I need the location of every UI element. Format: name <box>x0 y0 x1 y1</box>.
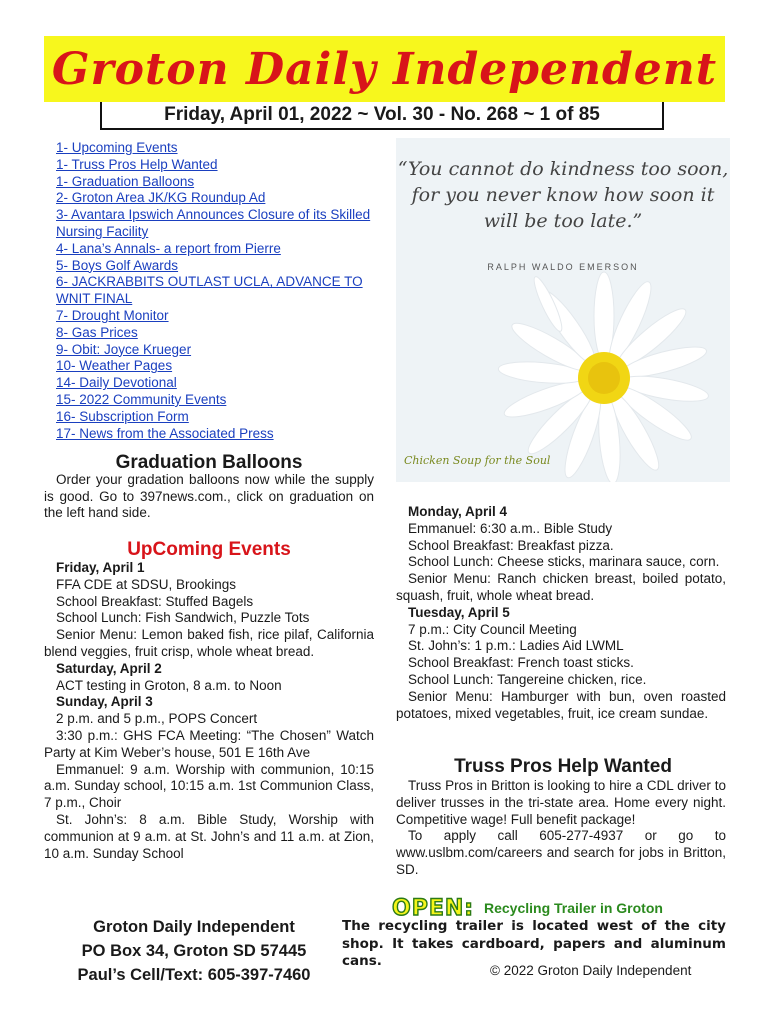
truss-heading: Truss Pros Help Wanted <box>454 756 672 777</box>
recycling-body: The recycling trailer is located west of the city shop. It takes cardboard, papers and aluminum cans. <box>342 918 726 969</box>
event-day-heading: Monday, April 4 <box>408 504 508 519</box>
toc-link[interactable]: 16- Subscription Form <box>56 408 189 424</box>
event-item: Emmanuel: 6:30 a.m.. Bible Study <box>408 520 613 536</box>
truss-paragraph: To apply call 605-277-4937 or go to www.uslbm.com/careers and search for jobs in Britton, SD. <box>396 828 726 877</box>
event-item: 2 p.m. and 5 p.m., POPS Concert <box>56 711 258 727</box>
recycling-title: Recycling Trailer in Groton <box>484 900 663 916</box>
upcoming-events-right <box>396 504 726 722</box>
toc-link[interactable]: 5- Boys Golf Awards <box>56 257 179 273</box>
quote-text: “You cannot do kindness too soon, for you never know how soon it will be too late.” <box>397 158 729 232</box>
upcoming-events-heading: UpComing Events <box>127 539 291 560</box>
toc-link[interactable]: 1- Graduation Balloons <box>56 173 195 189</box>
graduation-body: Order your gradation balloons now while the supply is good. Go to 397news.com., click on graduation on the left hand side. <box>44 472 374 521</box>
upcoming-events-left <box>44 560 374 862</box>
daisy-flower-icon <box>396 138 730 482</box>
toc-link[interactable]: 1- Truss Pros Help Wanted <box>56 156 218 172</box>
table-of-contents <box>44 140 374 442</box>
event-day-heading: Sunday, April 3 <box>56 694 153 710</box>
event-item: 3:30 p.m.: GHS FCA Meeting: “The Chosen” Watch Party at Kim Weber’s house, 501 E 16th Ave <box>44 727 374 760</box>
toc-link[interactable]: 6- JACKRABBITS OUTLAST UCLA, ADVANCE TO WNIT FINAL <box>56 274 363 307</box>
truss-body <box>396 778 726 879</box>
toc-link[interactable]: 2- Groton Area JK/KG Roundup Ad <box>56 190 266 206</box>
masthead-title: Groton Daily Independent <box>51 43 718 95</box>
toc-link[interactable]: 1- Upcoming Events <box>56 140 178 155</box>
open-badge: OPEN: <box>392 896 475 921</box>
event-item: School Lunch: Fish Sandwich, Puzzle Tots <box>56 610 310 626</box>
toc-link[interactable]: 15- 2022 Community Events <box>56 391 227 407</box>
event-item: School Lunch: Tangereine chicken, rice. <box>408 671 647 687</box>
toc-link[interactable]: 10- Weather Pages <box>56 358 173 374</box>
chicken-soup-logo: Chicken Soup for the Soul <box>404 454 551 467</box>
event-item: School Breakfast: Breakfast pizza. <box>408 537 614 553</box>
footer-contact <box>44 915 344 987</box>
footer-line: Groton Daily Independent <box>93 918 295 936</box>
toc-link[interactable]: 17- News from the Associated Press <box>56 425 274 441</box>
truss-paragraph: Truss Pros in Britton is looking to hire a CDL driver to deliver trusses in the tri-state area. Home every night. Competitive wage! Full benefit package! <box>396 778 726 827</box>
event-item: Senior Menu: Ranch chicken breast, boiled potato, squash, fruit, whole wheat bread. <box>396 571 726 603</box>
event-item: Senior Menu: Hamburger with bun, oven roasted potatoes, mixed vegetables, fruit, ice cream sundae. <box>396 688 726 721</box>
event-item: School Breakfast: French toast sticks. <box>408 655 634 671</box>
toc-link[interactable]: 14- Daily Devotional <box>56 375 177 391</box>
toc-link[interactable]: 4- Lana’s Annals- a report from Pierre <box>56 240 281 256</box>
event-item: St. John’s: 1 p.m.: Ladies Aid LWML <box>408 638 624 654</box>
event-item: School Lunch: Cheese sticks, marinara sauce, corn. <box>408 554 720 570</box>
quote-image <box>396 138 730 482</box>
footer-line: PO Box 34, Groton SD 57445 <box>81 942 307 960</box>
event-item: 7 p.m.: City Council Meeting <box>408 621 577 637</box>
event-item: Emmanuel: 9 a.m. Worship with communion, 10:15 a.m. Sunday school, 10:15 a.m. 1st Communion Class, 7 p.m., Choir <box>44 761 374 811</box>
event-day-heading: Saturday, April 2 <box>56 660 162 676</box>
toc-link[interactable]: 9- Obit: Joyce Krueger <box>56 341 192 357</box>
event-item: ACT testing in Groton, 8 a.m. to Noon <box>56 677 282 693</box>
footer-line: Paul’s Cell/Text: 605-397-7460 <box>77 966 311 984</box>
dateline: Friday, April 01, 2022 ~ Vol. 30 - No. 268 ~ 1 of 85 <box>100 102 664 130</box>
graduation-heading: Graduation Balloons <box>115 452 303 473</box>
toc-link[interactable]: 7- Drought Monitor <box>56 307 169 323</box>
event-item: Senior Menu: Lemon baked fish, rice pilaf, California blend veggies, fruit crisp, whole wheat bread. <box>44 627 374 659</box>
event-item: School Breakfast: Stuffed Bagels <box>56 593 254 609</box>
event-item: St. John’s: 8 a.m. Bible Study, Worship with communion at 9 a.m. at St. John’s and 11 a.m. at Zion, 10 a.m. Sunday School <box>44 811 374 861</box>
copyright: © 2022 Groton Daily Independent <box>490 963 692 978</box>
toc-link[interactable]: 8- Gas Prices <box>56 324 138 340</box>
event-day-heading: Tuesday, April 5 <box>408 604 510 620</box>
toc-link[interactable]: 3- Avantara Ipswich Announces Closure of its Skilled Nursing Facility <box>56 207 371 239</box>
event-item: FFA CDE at SDSU, Brookings <box>56 576 237 592</box>
masthead <box>44 36 725 102</box>
event-day-heading: Friday, April 1 <box>56 560 145 575</box>
quote-author: RALPH WALDO EMERSON <box>487 262 639 272</box>
